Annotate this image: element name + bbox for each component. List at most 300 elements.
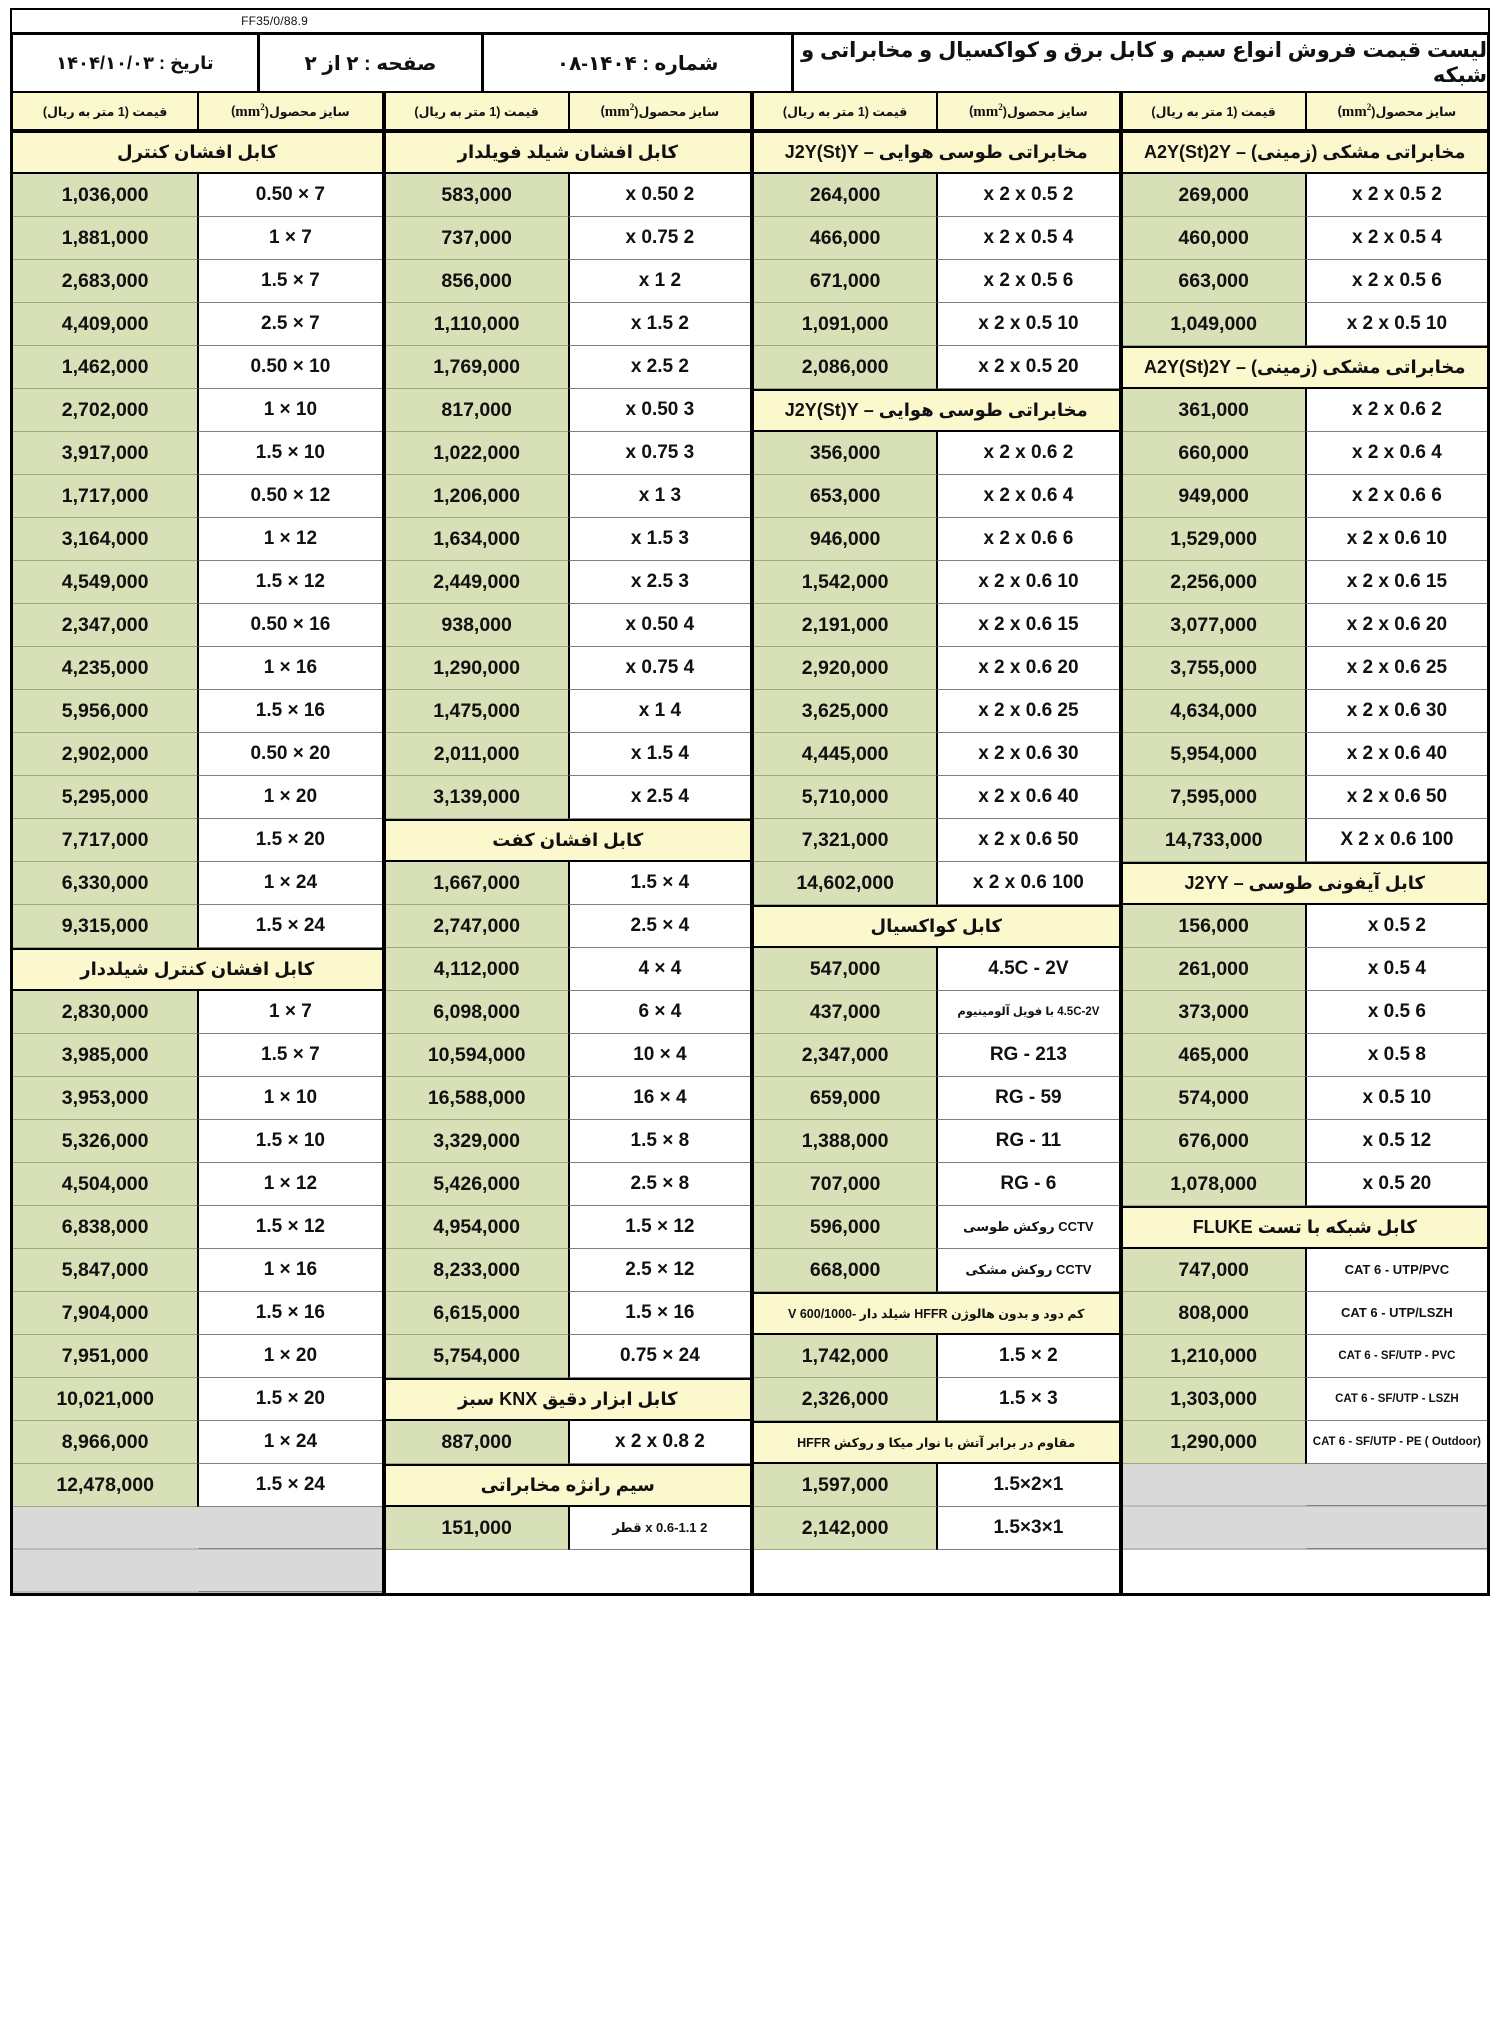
product-size-cell: 20 × 1.5 xyxy=(197,1378,381,1421)
table-row xyxy=(386,948,751,991)
empty-cell xyxy=(1123,1464,1305,1506)
product-size-cell: 4 x 2.5 xyxy=(568,776,750,819)
block-network-black xyxy=(1119,93,1488,1593)
product-size-cell: 4 x 0.50 xyxy=(568,604,750,647)
product-size-cell: 10 x 2 x 0.5 xyxy=(1305,303,1487,346)
product-size-cell: 2 x 1.5 xyxy=(568,303,750,346)
product-size-cell: 16 × 1 xyxy=(197,647,381,690)
product-size-cell: 2 x 0.5 xyxy=(1305,905,1487,948)
column-header-row xyxy=(13,93,382,131)
column-header-price: قیمت (1 متر به ریال) xyxy=(42,104,168,119)
product-size-cell: 16 × 1 xyxy=(197,1249,381,1292)
product-price-cell: 1,742,000 xyxy=(754,1335,936,1378)
product-size-cell: 3 x 0.75 xyxy=(568,432,750,475)
table-row xyxy=(1123,475,1488,518)
product-price-cell: 808,000 xyxy=(1123,1292,1305,1335)
product-price-cell: 1,049,000 xyxy=(1123,303,1305,346)
product-price-cell: 437,000 xyxy=(754,991,936,1034)
column-header-price: قیمت (1 متر به ریال) xyxy=(782,104,908,119)
block-control-flex xyxy=(13,93,382,1593)
product-size-cell: 16 × 1.5 xyxy=(568,1292,750,1335)
product-price-cell: 4,445,000 xyxy=(754,733,936,776)
product-size-cell: 2 × 1.5 xyxy=(936,1335,1118,1378)
product-price-cell: 1,542,000 xyxy=(754,561,936,604)
product-size-cell: 10 x 2 x 0.5 xyxy=(936,303,1118,346)
product-price-cell: 1,717,000 xyxy=(13,475,197,518)
table-row xyxy=(1123,776,1488,819)
product-price-cell: 2,326,000 xyxy=(754,1378,936,1421)
product-price-cell: 3,164,000 xyxy=(13,518,197,561)
product-size-cell: 4 × 10 xyxy=(568,1034,750,1077)
product-price-cell: 2,142,000 xyxy=(754,1507,936,1550)
product-size-cell: CCTV روکش طوسی xyxy=(936,1206,1118,1249)
product-size-cell: 4 × 1.5 xyxy=(568,862,750,905)
category-heading-row xyxy=(754,389,1119,432)
product-size-cell: 6 x 2 x 0.5 xyxy=(1305,260,1487,303)
table-row xyxy=(1123,1421,1488,1464)
product-price-cell: 2,683,000 xyxy=(13,260,197,303)
product-price-cell: 356,000 xyxy=(754,432,936,475)
product-size-cell: 20 × 1 xyxy=(197,1335,381,1378)
product-price-cell: 6,098,000 xyxy=(386,991,568,1034)
empty-filler-row xyxy=(13,1550,382,1593)
product-size-cell: 40 x 2 x 0.6 xyxy=(1305,733,1487,776)
table-row xyxy=(386,217,751,260)
product-price-cell: 1,597,000 xyxy=(754,1464,936,1507)
table-row xyxy=(13,217,382,260)
product-price-cell: 707,000 xyxy=(754,1163,936,1206)
table-row xyxy=(13,905,382,948)
table-row xyxy=(13,862,382,905)
product-size-cell: 12 × 1.5 xyxy=(197,561,381,604)
product-size-cell: 24 × 1 xyxy=(197,1421,381,1464)
document-header-band xyxy=(10,32,1490,93)
product-size-cell: 4 × 2.5 xyxy=(568,905,750,948)
product-size-cell: 7 × 0.50 xyxy=(197,174,381,217)
product-size-cell: 2 x 2 x 0.5 xyxy=(936,174,1118,217)
table-row xyxy=(13,776,382,819)
product-size-cell: 8 × 1.5 xyxy=(568,1120,750,1163)
product-price-cell: 1,206,000 xyxy=(386,475,568,518)
product-price-cell: 269,000 xyxy=(1123,174,1305,217)
product-size-cell: 4 x 1 xyxy=(568,690,750,733)
table-row xyxy=(13,690,382,733)
table-row xyxy=(1123,217,1488,260)
table-row xyxy=(386,905,751,948)
empty-filler-row xyxy=(13,1507,382,1550)
empty-filler-row xyxy=(1123,1507,1488,1550)
product-size-cell: 2 x 0.50 xyxy=(568,174,750,217)
table-row xyxy=(13,1077,382,1120)
table-row xyxy=(386,1120,751,1163)
category-heading-row xyxy=(386,1464,751,1507)
table-row xyxy=(1123,1077,1488,1120)
product-price-cell: 663,000 xyxy=(1123,260,1305,303)
category-heading-label: کابل کواکسیال xyxy=(870,916,1002,936)
product-price-cell: 156,000 xyxy=(1123,905,1305,948)
category-heading-label: مخابراتی مشکی (زمینی) – A2Y(St)2Y xyxy=(1143,142,1466,162)
column-header-row xyxy=(386,93,751,131)
product-size-cell: 12 × 2.5 xyxy=(568,1249,750,1292)
product-price-cell: 151,000 xyxy=(386,1507,568,1550)
product-price-cell: 4,409,000 xyxy=(13,303,197,346)
column-header-size: سایز محصول( $mm^2$ ) xyxy=(568,93,750,129)
category-heading-label: سیم رانژه مخابراتی xyxy=(480,1475,655,1495)
product-price-cell: 6,615,000 xyxy=(386,1292,568,1335)
product-size-cell: 20 × 1 xyxy=(197,776,381,819)
table-row xyxy=(386,389,751,432)
table-row xyxy=(1123,1120,1488,1163)
product-price-cell: 583,000 xyxy=(386,174,568,217)
product-size-cell: 1×3×1.5 xyxy=(936,1507,1118,1550)
product-size-cell: 12 × 1.5 xyxy=(568,1206,750,1249)
table-row xyxy=(386,561,751,604)
table-row xyxy=(1123,260,1488,303)
product-price-cell: 466,000 xyxy=(754,217,936,260)
column-header-row xyxy=(754,93,1119,131)
row-list xyxy=(754,131,1119,1550)
product-price-cell: 547,000 xyxy=(754,948,936,991)
table-row xyxy=(754,690,1119,733)
product-price-cell: 2,347,000 xyxy=(754,1034,936,1077)
product-size-cell: 24 × 1.5 xyxy=(197,1464,381,1507)
table-row xyxy=(1123,991,1488,1034)
empty-cell xyxy=(197,1507,381,1549)
category-heading-row xyxy=(1123,1206,1488,1249)
product-price-cell: 7,717,000 xyxy=(13,819,197,862)
product-price-cell: 1,634,000 xyxy=(386,518,568,561)
table-row xyxy=(386,776,751,819)
table-row xyxy=(386,1292,751,1335)
table-row xyxy=(13,991,382,1034)
category-heading-label: مخابراتی طوسی هوایی – J2Y(St)Y xyxy=(784,142,1088,162)
column-header-size: سایز محصول( $mm^2$ ) xyxy=(197,93,381,129)
product-price-cell: 737,000 xyxy=(386,217,568,260)
product-size-cell: 12 × 1.5 xyxy=(197,1206,381,1249)
table-row xyxy=(13,1249,382,1292)
product-price-cell: 6,838,000 xyxy=(13,1206,197,1249)
product-price-cell: 1,462,000 xyxy=(13,346,197,389)
product-price-cell: 373,000 xyxy=(1123,991,1305,1034)
product-size-cell: 12 x 0.5 xyxy=(1305,1120,1487,1163)
table-row xyxy=(1123,1163,1488,1206)
product-price-cell: 5,847,000 xyxy=(13,1249,197,1292)
product-price-cell: 3,953,000 xyxy=(13,1077,197,1120)
table-row xyxy=(754,260,1119,303)
table-row xyxy=(386,475,751,518)
empty-cell xyxy=(13,1550,197,1592)
column-header-size: سایز محصول( $mm^2$ ) xyxy=(936,93,1118,129)
table-row xyxy=(754,604,1119,647)
table-row xyxy=(754,1120,1119,1163)
product-size-cell: CAT 6 - SF/UTP - LSZH xyxy=(1305,1378,1487,1421)
empty-filler-row xyxy=(1123,1464,1488,1507)
row-list xyxy=(13,131,382,1593)
table-row xyxy=(1123,1292,1488,1335)
product-price-cell: 1,036,000 xyxy=(13,174,197,217)
table-row xyxy=(386,647,751,690)
product-price-cell: 5,710,000 xyxy=(754,776,936,819)
product-price-cell: 938,000 xyxy=(386,604,568,647)
product-price-cell: 2,347,000 xyxy=(13,604,197,647)
product-size-cell: 6 x 2 x 0.6 xyxy=(1305,475,1487,518)
table-row xyxy=(1123,1249,1488,1292)
product-price-cell: 5,956,000 xyxy=(13,690,197,733)
product-price-cell: 946,000 xyxy=(754,518,936,561)
product-size-cell: 3 x 1 xyxy=(568,475,750,518)
table-row xyxy=(13,389,382,432)
document-code-strip xyxy=(10,8,1490,32)
table-row xyxy=(386,862,751,905)
product-size-cell: CAT 6 - UTP/PVC xyxy=(1305,1249,1487,1292)
product-size-cell: 8 × 2.5 xyxy=(568,1163,750,1206)
product-price-cell: 2,449,000 xyxy=(386,561,568,604)
category-heading-label: کم دود و بدون هالوژن HFFR شیلد دار -V 600/1000 xyxy=(788,1307,1085,1321)
product-size-cell: 25 x 2 x 0.6 xyxy=(936,690,1118,733)
product-size-cell: CAT 6 - UTP/LSZH xyxy=(1305,1292,1487,1335)
product-size-cell: 10 × 0.50 xyxy=(197,346,381,389)
product-size-cell: 16 × 0.50 xyxy=(197,604,381,647)
product-price-cell: 3,625,000 xyxy=(754,690,936,733)
product-price-cell: 653,000 xyxy=(754,475,936,518)
product-price-cell: 361,000 xyxy=(1123,389,1305,432)
empty-cell xyxy=(1305,1507,1487,1549)
table-row xyxy=(13,733,382,776)
product-price-cell: 465,000 xyxy=(1123,1034,1305,1077)
product-price-cell: 1,769,000 xyxy=(386,346,568,389)
product-size-cell: 20 x 2 x 0.6 xyxy=(1305,604,1487,647)
table-row xyxy=(386,733,751,776)
table-row xyxy=(1123,733,1488,776)
table-row xyxy=(13,1464,382,1507)
product-size-cell: 50 x 2 x 0.6 xyxy=(936,819,1118,862)
product-size-cell: CCTV روکش مشکی xyxy=(936,1249,1118,1292)
table-row xyxy=(13,346,382,389)
product-size-cell: 7 × 1.5 xyxy=(197,260,381,303)
category-heading-label: مخابراتی طوسی هوایی – J2Y(St)Y xyxy=(784,400,1088,420)
product-size-cell: 20 × 0.50 xyxy=(197,733,381,776)
table-row xyxy=(386,991,751,1034)
product-size-cell: RG - 59 xyxy=(936,1077,1118,1120)
product-size-cell: 4.5C-2V با فویل آلومینیوم xyxy=(936,991,1118,1034)
product-size-cell: 16 × 1.5 xyxy=(197,690,381,733)
product-size-cell: 10 × 1.5 xyxy=(197,1120,381,1163)
product-price-cell: 2,086,000 xyxy=(754,346,936,389)
product-size-cell: 6 x 0.5 xyxy=(1305,991,1487,1034)
product-price-cell: 2,902,000 xyxy=(13,733,197,776)
product-size-cell: 2 x 2 x 0.5 xyxy=(1305,174,1487,217)
column-header-price: قیمت (1 متر به ریال) xyxy=(1151,104,1276,119)
table-row xyxy=(754,475,1119,518)
product-size-cell: 6 x 2 x 0.6 xyxy=(936,518,1118,561)
table-row xyxy=(754,948,1119,991)
table-row xyxy=(754,432,1119,475)
product-size-cell: 40 x 2 x 0.6 xyxy=(936,776,1118,819)
product-price-cell: 1,210,000 xyxy=(1123,1335,1305,1378)
product-size-cell: 4 × 4 xyxy=(568,948,750,991)
product-price-cell: 4,504,000 xyxy=(13,1163,197,1206)
product-price-cell: 16,588,000 xyxy=(386,1077,568,1120)
table-row xyxy=(386,260,751,303)
product-size-cell: 4 x 2 x 0.6 xyxy=(936,475,1118,518)
product-size-cell: 7 × 1 xyxy=(197,991,381,1034)
table-row xyxy=(386,604,751,647)
table-row xyxy=(13,432,382,475)
product-price-cell: 887,000 xyxy=(386,1421,568,1464)
table-row xyxy=(386,1335,751,1378)
product-size-cell: 10 x 0.5 xyxy=(1305,1077,1487,1120)
product-price-cell: 596,000 xyxy=(754,1206,936,1249)
product-size-cell: 50 x 2 x 0.6 xyxy=(1305,776,1487,819)
product-size-cell: CAT 6 - SF/UTP - PVC xyxy=(1305,1335,1487,1378)
empty-cell xyxy=(1123,1507,1305,1549)
product-size-cell: 2 x 1 xyxy=(568,260,750,303)
table-row xyxy=(754,862,1119,905)
table-row xyxy=(13,1163,382,1206)
table-row xyxy=(386,1421,751,1464)
category-heading-label: کابل شبکه با تست FLUKE xyxy=(1192,1217,1417,1237)
table-row xyxy=(754,819,1119,862)
category-heading-row xyxy=(13,131,382,174)
price-table-grid xyxy=(10,93,1490,1596)
product-size-cell: 25 x 2 x 0.6 xyxy=(1305,647,1487,690)
category-heading-row xyxy=(386,1378,751,1421)
product-price-cell: 264,000 xyxy=(754,174,936,217)
product-price-cell: 660,000 xyxy=(1123,432,1305,475)
table-row xyxy=(754,733,1119,776)
table-row xyxy=(1123,905,1488,948)
product-size-cell: 3 x 1.5 xyxy=(568,518,750,561)
category-heading-row xyxy=(1123,346,1488,389)
product-price-cell: 1,290,000 xyxy=(1123,1421,1305,1464)
product-price-cell: 2,830,000 xyxy=(13,991,197,1034)
product-size-cell: 3 x 2.5 xyxy=(568,561,750,604)
product-size-cell: 20 x 2 x 0.5 xyxy=(936,346,1118,389)
block-aerial-coax xyxy=(750,93,1119,1593)
table-row xyxy=(1123,303,1488,346)
product-price-cell: 12,478,000 xyxy=(13,1464,197,1507)
table-row xyxy=(754,217,1119,260)
product-size-cell: CAT 6 - SF/UTP - PE ( Outdoor) xyxy=(1305,1421,1487,1464)
row-list xyxy=(1123,131,1488,1550)
product-price-cell: 9,315,000 xyxy=(13,905,197,948)
product-size-cell: 20 × 1.5 xyxy=(197,819,381,862)
product-price-cell: 7,321,000 xyxy=(754,819,936,862)
product-price-cell: 2,011,000 xyxy=(386,733,568,776)
product-size-cell: 10 × 1.5 xyxy=(197,432,381,475)
product-price-cell: 5,295,000 xyxy=(13,776,197,819)
table-row xyxy=(754,1249,1119,1292)
block-shielded-foil xyxy=(382,93,751,1593)
product-size-cell: RG - 11 xyxy=(936,1120,1118,1163)
product-size-cell: 10 x 2 x 0.6 xyxy=(1305,518,1487,561)
product-price-cell: 261,000 xyxy=(1123,948,1305,991)
category-heading-row xyxy=(754,1421,1119,1464)
table-row xyxy=(754,1034,1119,1077)
document-date: تاریخ : ۱۴۰۴/۱۰/۰۳ xyxy=(56,52,214,73)
product-price-cell: 2,702,000 xyxy=(13,389,197,432)
table-row xyxy=(754,1378,1119,1421)
table-row xyxy=(13,1421,382,1464)
table-row xyxy=(386,1034,751,1077)
product-size-cell: 4.5C - 2V xyxy=(936,948,1118,991)
table-row xyxy=(1123,561,1488,604)
product-price-cell: 817,000 xyxy=(386,389,568,432)
product-price-cell: 3,077,000 xyxy=(1123,604,1305,647)
product-size-cell: 3 × 1.5 xyxy=(936,1378,1118,1421)
product-price-cell: 4,549,000 xyxy=(13,561,197,604)
category-heading-row xyxy=(1123,862,1488,905)
product-price-cell: 671,000 xyxy=(754,260,936,303)
product-price-cell: 1,475,000 xyxy=(386,690,568,733)
table-row xyxy=(754,1335,1119,1378)
product-price-cell: 949,000 xyxy=(1123,475,1305,518)
table-row xyxy=(1123,174,1488,217)
table-row xyxy=(754,1163,1119,1206)
product-size-cell: 4 × 6 xyxy=(568,991,750,1034)
table-row xyxy=(386,1206,751,1249)
product-price-cell: 1,091,000 xyxy=(754,303,936,346)
table-row xyxy=(754,174,1119,217)
product-size-cell: 15 x 2 x 0.6 xyxy=(936,604,1118,647)
product-size-cell: 4 x 1.5 xyxy=(568,733,750,776)
product-price-cell: 1,110,000 xyxy=(386,303,568,346)
table-row xyxy=(1123,604,1488,647)
product-size-cell: 24 × 1.5 xyxy=(197,905,381,948)
product-size-cell: 4 x 0.5 xyxy=(1305,948,1487,991)
product-price-cell: 5,754,000 xyxy=(386,1335,568,1378)
category-heading-label: کابل افشان کفت xyxy=(492,830,644,850)
table-row xyxy=(13,174,382,217)
table-row xyxy=(13,1034,382,1077)
product-price-cell: 3,139,000 xyxy=(386,776,568,819)
product-size-cell: 12 × 1 xyxy=(197,518,381,561)
category-heading-label: کابل آیفونی طوسی – J2YY xyxy=(1184,873,1425,893)
product-size-cell: 100 x 2 x 0.6 xyxy=(936,862,1118,905)
table-row xyxy=(1123,690,1488,733)
product-price-cell: 4,112,000 xyxy=(386,948,568,991)
product-price-cell: 2,191,000 xyxy=(754,604,936,647)
category-heading-label: مخابراتی مشکی (زمینی) – A2Y(St)2Y xyxy=(1143,357,1466,377)
table-row xyxy=(1123,1034,1488,1077)
row-list xyxy=(386,131,751,1550)
table-row xyxy=(1123,432,1488,475)
product-price-cell: 8,966,000 xyxy=(13,1421,197,1464)
table-row xyxy=(754,518,1119,561)
table-row xyxy=(1123,647,1488,690)
table-row xyxy=(13,604,382,647)
product-size-cell: 3 x 0.50 xyxy=(568,389,750,432)
product-price-cell: 4,634,000 xyxy=(1123,690,1305,733)
product-price-cell: 1,078,000 xyxy=(1123,1163,1305,1206)
table-row xyxy=(386,303,751,346)
product-price-cell: 3,985,000 xyxy=(13,1034,197,1077)
product-price-cell: 7,595,000 xyxy=(1123,776,1305,819)
product-price-cell: 3,755,000 xyxy=(1123,647,1305,690)
product-size-cell: 1×2×1.5 xyxy=(936,1464,1118,1507)
category-heading-row xyxy=(386,131,751,174)
table-row xyxy=(754,346,1119,389)
product-size-cell: 30 x 2 x 0.6 xyxy=(1305,690,1487,733)
product-price-cell: 659,000 xyxy=(754,1077,936,1120)
product-price-cell: 1,667,000 xyxy=(386,862,568,905)
product-price-cell: 5,954,000 xyxy=(1123,733,1305,776)
category-heading-label: کابل ابزار دقیق KNX سبز xyxy=(457,1389,678,1409)
product-price-cell: 1,290,000 xyxy=(386,647,568,690)
category-heading-label: کابل افشان شیلد فویلدار xyxy=(457,142,678,162)
table-row xyxy=(386,690,751,733)
table-row xyxy=(754,776,1119,819)
